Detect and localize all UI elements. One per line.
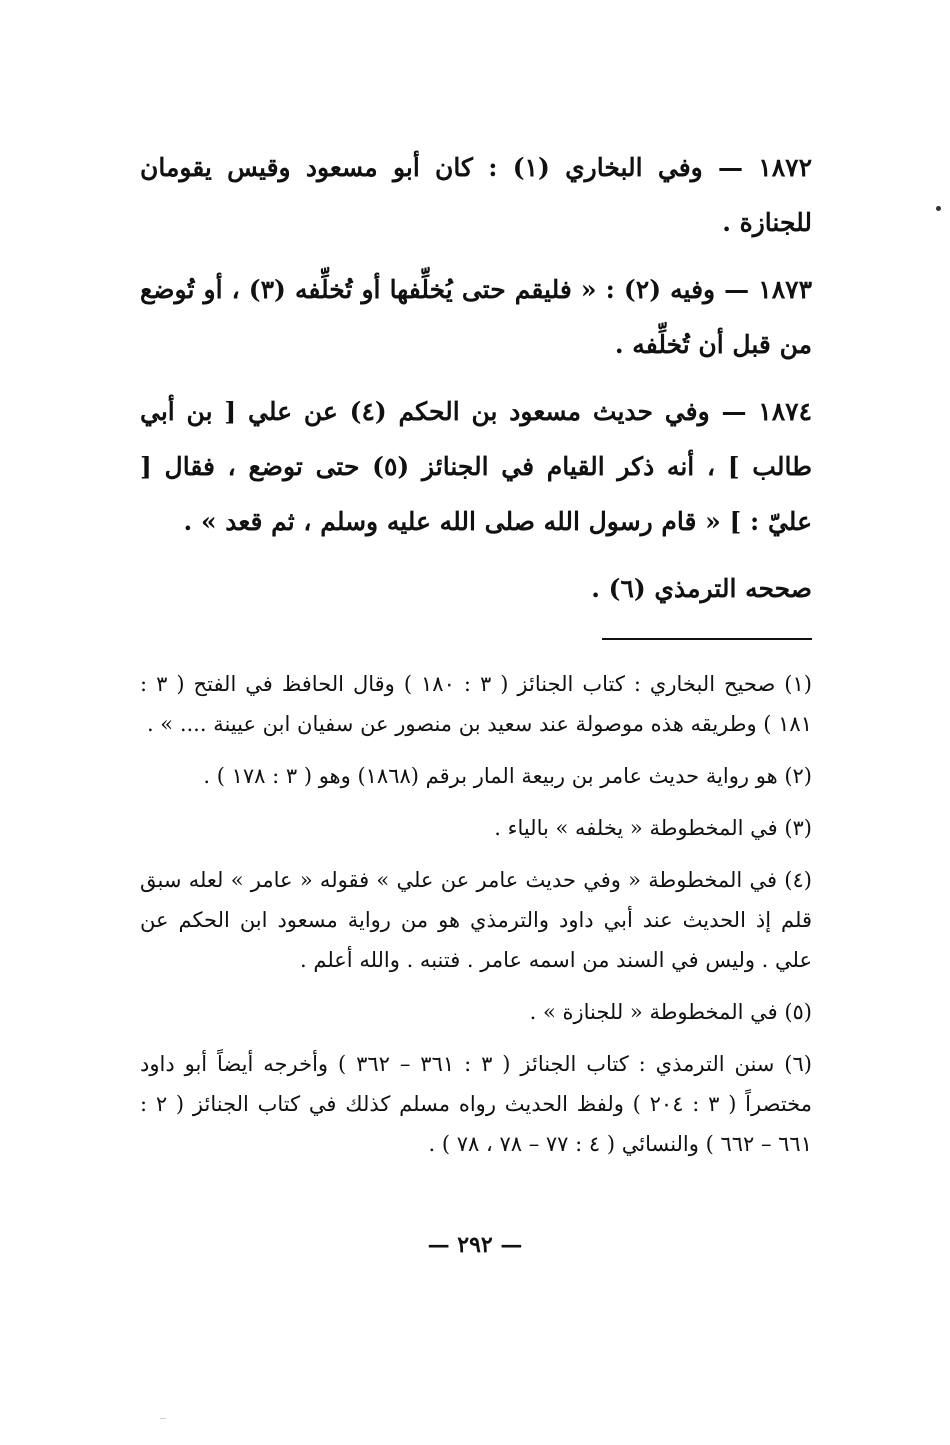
page-number: — ٢٩٢ — — [427, 1232, 523, 1258]
book-page — [140, 140, 812, 1260]
footnote-divider — [602, 638, 812, 640]
footnote-6: (٦) سنن الترمذي : كتاب الجنائز ( ٣ : ٣٦١ – ٣٦٢ ) وأخرجه أيضاً أبو داود مختصراً ( ٣ : ٢٠٤ ) ولفظ الحديث رواه مسلم كذلك في كتاب الجنائز ( ٢ : ٦٦١ – ٦٦٢ ) والنسائي ( ٤ : ٧٧ – ٧٨ ، ٧٨ ) . — [140, 1052, 812, 1156]
entry-tirmidhi-note: صححه الترمذي (٦) . — [591, 574, 812, 603]
footnote-5: (٥) في المخطوطة « للجنازة » . — [529, 1000, 812, 1024]
entry-1874: ١٨٧٤ — وفي حديث مسعود بن الحكم (٤) عن علي [ بن أبي طالب ] ، أنه ذكر القيام في الجنائز (٥) حتى توضع ، فقال [ عليّ : ] « قام رسول الله صلى الله عليه وسلم ، ثم قعد » . — [140, 397, 812, 536]
entry-1872: ١٨٧٢ — وفي البخاري (١) : كان أبو مسعود وقيس يقومان للجنازة . — [140, 153, 812, 237]
entry-1873: ١٨٧٣ — وفيه (٢) : « فليقم حتى يُخلِّفها أو تُخلِّفه (٣) ، أو تُوضع من قبل أن تُخلِّفه . — [140, 275, 812, 359]
footnote-4: (٤) في المخطوطة « وفي حديث عامر عن علي » فقوله « عامر » لعله سبق قلم إذ الحديث عند أبي داود والترمذي هو من رواية مسعود ابن الحكم عن علي . وليس في السند من اسمه عامر . فتنبه . والله أعلم . — [140, 868, 812, 972]
footnote-1: (١) صحيح البخاري : كتاب الجنائز ( ٣ : ١٨٠ ) وقال الحافظ في الفتح ( ٣ : ١٨١ ) وطريقه هذه موصولة عند سعيد بن منصور عن سفيان ابن عيينة .... » . — [140, 672, 812, 736]
scan-mark — [160, 1418, 166, 1419]
footnote-3: (٣) في المخطوطة « يخلفه » بالياء . — [494, 816, 812, 840]
scan-speck — [936, 206, 941, 211]
footnote-2: (٢) هو رواية حديث عامر بن ربيعة المار برقم (١٨٦٨) وهو ( ٣ : ١٧٨ ) . — [203, 764, 812, 788]
